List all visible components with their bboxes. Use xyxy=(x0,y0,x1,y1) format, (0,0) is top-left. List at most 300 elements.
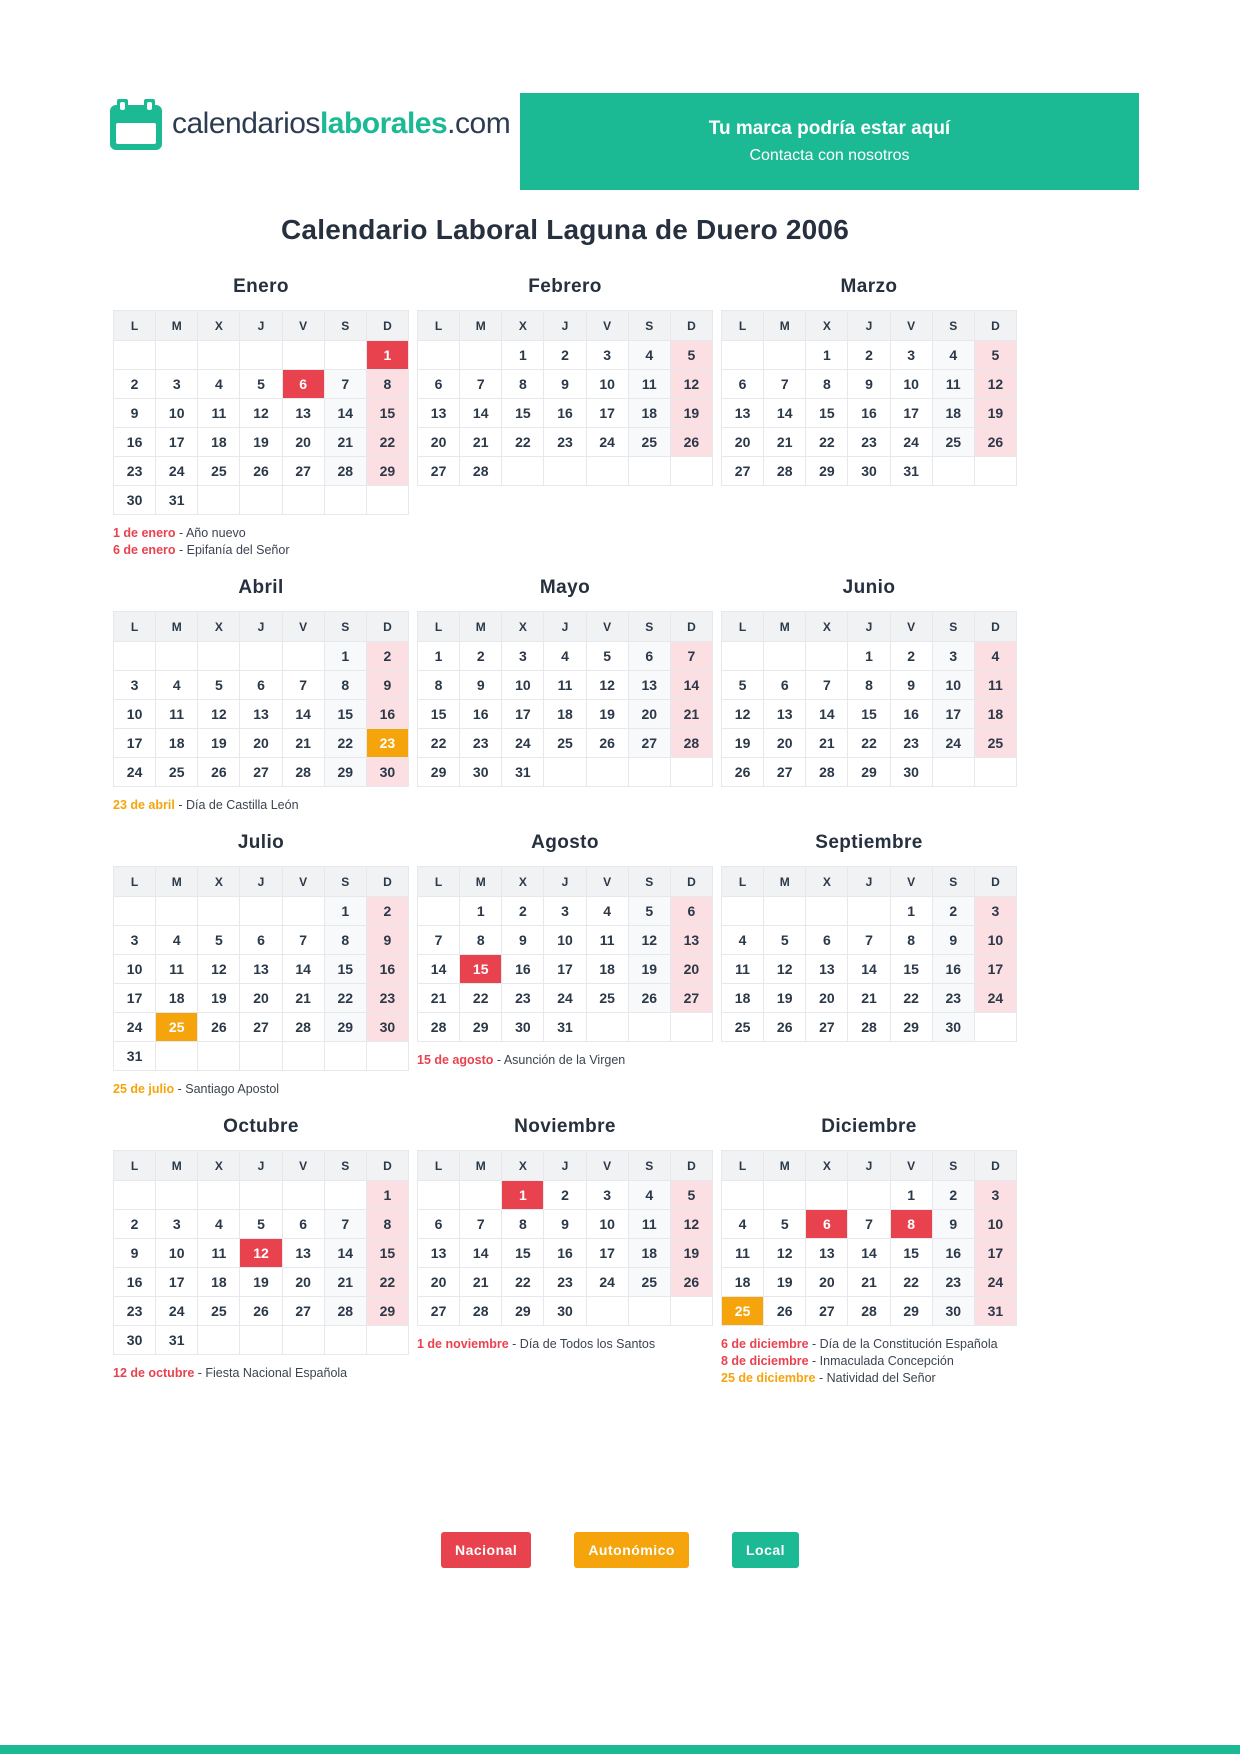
weekday-header: D xyxy=(670,311,712,341)
empty-cell xyxy=(366,1042,408,1071)
holiday-note-text: - Día de la Constitución Española xyxy=(808,1337,998,1351)
weekday-header: M xyxy=(156,1151,198,1181)
empty-cell xyxy=(418,341,460,370)
weekday-header: L xyxy=(722,612,764,642)
day-cell: 13 xyxy=(670,926,712,955)
weekday-header: X xyxy=(502,311,544,341)
empty-cell xyxy=(282,486,324,515)
weekday-header-row xyxy=(114,1151,409,1181)
weekday-header-row xyxy=(722,311,1017,341)
day-cell: 6 xyxy=(240,926,282,955)
month-title-agosto: Agosto xyxy=(531,832,599,853)
holiday-notes-agosto xyxy=(417,1052,713,1069)
day-cell: 17 xyxy=(156,428,198,457)
week-row xyxy=(722,1268,1017,1297)
holiday-note-text: - Inmaculada Concepción xyxy=(808,1354,954,1368)
empty-cell xyxy=(240,1042,282,1071)
calendar-table-marzo xyxy=(721,310,1017,486)
holiday-note xyxy=(113,1365,409,1382)
day-cell: 19 xyxy=(628,955,670,984)
weekday-header: V xyxy=(890,311,932,341)
day-cell: 30 xyxy=(460,758,502,787)
week-row xyxy=(114,457,409,486)
weekday-header: J xyxy=(544,1151,586,1181)
empty-cell xyxy=(366,486,408,515)
weekday-header-row xyxy=(114,867,409,897)
holiday-note-text: - Asunción de la Virgen xyxy=(493,1053,626,1067)
day-cell: 11 xyxy=(974,671,1016,700)
day-cell: 28 xyxy=(418,1013,460,1042)
site-logo[interactable] xyxy=(108,96,510,152)
week-row xyxy=(114,671,409,700)
day-cell: 13 xyxy=(240,955,282,984)
empty-cell xyxy=(240,642,282,671)
day-cell: 12 xyxy=(722,700,764,729)
week-row xyxy=(722,897,1017,926)
weekday-header: X xyxy=(502,867,544,897)
day-cell: 27 xyxy=(240,1013,282,1042)
empty-cell xyxy=(670,1013,712,1042)
day-cell: 10 xyxy=(974,926,1016,955)
week-row xyxy=(418,1239,713,1268)
day-cell: 14 xyxy=(418,955,460,984)
day-cell: 23 xyxy=(366,984,408,1013)
holiday-day-cell: 1 xyxy=(502,1181,544,1210)
day-cell: 5 xyxy=(764,926,806,955)
weekday-header: M xyxy=(764,867,806,897)
day-cell: 20 xyxy=(628,700,670,729)
day-cell: 30 xyxy=(890,758,932,787)
day-cell: 12 xyxy=(628,926,670,955)
day-cell: 30 xyxy=(932,1013,974,1042)
day-cell: 9 xyxy=(114,399,156,428)
day-cell: 5 xyxy=(198,926,240,955)
month-diciembre xyxy=(721,1116,1017,1387)
month-enero xyxy=(113,276,409,559)
week-row xyxy=(418,1297,713,1326)
empty-cell xyxy=(544,457,586,486)
day-cell: 7 xyxy=(764,370,806,399)
day-cell: 25 xyxy=(198,457,240,486)
empty-cell xyxy=(848,1181,890,1210)
calendar-table-enero xyxy=(113,310,409,515)
day-cell: 16 xyxy=(890,700,932,729)
legend-local-button[interactable]: Local xyxy=(732,1532,799,1568)
empty-cell xyxy=(764,341,806,370)
weekday-header: M xyxy=(460,867,502,897)
day-cell: 10 xyxy=(156,1239,198,1268)
weekday-header: D xyxy=(366,867,408,897)
day-cell: 10 xyxy=(156,399,198,428)
day-cell: 28 xyxy=(324,457,366,486)
weekday-header: V xyxy=(586,1151,628,1181)
weekday-header: D xyxy=(974,311,1016,341)
day-cell: 5 xyxy=(628,897,670,926)
weekday-header: V xyxy=(586,867,628,897)
day-cell: 29 xyxy=(806,457,848,486)
day-cell: 8 xyxy=(460,926,502,955)
day-cell: 15 xyxy=(366,1239,408,1268)
weekday-header: S xyxy=(932,867,974,897)
day-cell: 16 xyxy=(544,399,586,428)
empty-cell xyxy=(806,642,848,671)
day-cell: 6 xyxy=(628,642,670,671)
holiday-note-text: - Natividad del Señor xyxy=(815,1371,936,1385)
empty-cell xyxy=(240,897,282,926)
day-cell: 23 xyxy=(114,1297,156,1326)
week-row xyxy=(114,1268,409,1297)
month-noviembre xyxy=(417,1116,713,1353)
day-cell: 29 xyxy=(324,758,366,787)
holiday-note-date: 23 de abril xyxy=(113,798,175,812)
weekday-header: S xyxy=(324,311,366,341)
day-cell: 27 xyxy=(282,1297,324,1326)
day-cell: 24 xyxy=(156,1297,198,1326)
week-row xyxy=(418,370,713,399)
day-cell: 18 xyxy=(932,399,974,428)
day-cell: 20 xyxy=(282,1268,324,1297)
week-row xyxy=(114,758,409,787)
empty-cell xyxy=(628,758,670,787)
weekday-header-row xyxy=(722,867,1017,897)
weekday-header: V xyxy=(586,612,628,642)
month-junio xyxy=(721,577,1017,787)
weekday-header: X xyxy=(198,311,240,341)
empty-cell xyxy=(932,758,974,787)
day-cell: 6 xyxy=(806,926,848,955)
day-cell: 28 xyxy=(848,1013,890,1042)
weekday-header-row xyxy=(418,1151,713,1181)
weekday-header: V xyxy=(282,867,324,897)
weekday-header: M xyxy=(460,612,502,642)
day-cell: 31 xyxy=(502,758,544,787)
week-row xyxy=(722,926,1017,955)
day-cell: 14 xyxy=(460,1239,502,1268)
day-cell: 9 xyxy=(932,926,974,955)
day-cell: 6 xyxy=(240,671,282,700)
day-cell: 30 xyxy=(114,486,156,515)
day-cell: 3 xyxy=(974,1181,1016,1210)
day-cell: 19 xyxy=(586,700,628,729)
day-cell: 21 xyxy=(806,729,848,758)
day-cell: 23 xyxy=(114,457,156,486)
empty-cell xyxy=(198,341,240,370)
months-grid xyxy=(113,276,1017,1387)
empty-cell xyxy=(114,341,156,370)
week-row xyxy=(114,1042,409,1071)
weekday-header: L xyxy=(722,1151,764,1181)
week-row xyxy=(418,984,713,1013)
holiday-note-date: 6 de diciembre xyxy=(721,1337,809,1351)
day-cell: 13 xyxy=(240,700,282,729)
calendar-table-septiembre xyxy=(721,866,1017,1042)
day-cell: 8 xyxy=(366,1210,408,1239)
week-row xyxy=(114,486,409,515)
day-cell: 15 xyxy=(418,700,460,729)
day-cell: 15 xyxy=(890,955,932,984)
weekday-header: D xyxy=(366,1151,408,1181)
day-cell: 11 xyxy=(198,1239,240,1268)
day-cell: 4 xyxy=(198,370,240,399)
day-cell: 6 xyxy=(282,1210,324,1239)
day-cell: 2 xyxy=(932,897,974,926)
weekday-header: J xyxy=(544,311,586,341)
calendar-table-febrero xyxy=(417,310,713,486)
weekday-header: M xyxy=(460,1151,502,1181)
day-cell: 1 xyxy=(324,897,366,926)
week-row xyxy=(418,955,713,984)
weekday-header: M xyxy=(764,612,806,642)
weekday-header-row xyxy=(114,612,409,642)
page-title: Calendario Laboral Laguna de Duero 2006 xyxy=(281,214,849,245)
day-cell: 8 xyxy=(890,926,932,955)
weekday-header: X xyxy=(502,612,544,642)
calendar-icon xyxy=(108,96,172,152)
day-cell: 20 xyxy=(240,984,282,1013)
day-cell: 10 xyxy=(586,370,628,399)
day-cell: 25 xyxy=(974,729,1016,758)
day-cell: 17 xyxy=(932,700,974,729)
day-cell: 2 xyxy=(502,897,544,926)
month-title-junio: Junio xyxy=(842,577,896,598)
day-cell: 20 xyxy=(282,428,324,457)
day-cell: 13 xyxy=(282,399,324,428)
ad-banner[interactable] xyxy=(520,93,1139,190)
weekday-header: X xyxy=(806,1151,848,1181)
day-cell: 29 xyxy=(366,1297,408,1326)
weekday-header: J xyxy=(848,867,890,897)
day-cell: 14 xyxy=(282,700,324,729)
weekday-header: V xyxy=(282,612,324,642)
day-cell: 20 xyxy=(418,1268,460,1297)
day-cell: 26 xyxy=(670,428,712,457)
empty-cell xyxy=(974,457,1016,486)
empty-cell xyxy=(198,1326,240,1355)
empty-cell xyxy=(240,1326,282,1355)
day-cell: 17 xyxy=(586,399,628,428)
day-cell: 17 xyxy=(586,1239,628,1268)
day-cell: 29 xyxy=(890,1013,932,1042)
day-cell: 1 xyxy=(324,642,366,671)
day-cell: 18 xyxy=(198,1268,240,1297)
holiday-note-text: - Fiesta Nacional Española xyxy=(194,1366,348,1380)
day-cell: 9 xyxy=(366,671,408,700)
day-cell: 31 xyxy=(890,457,932,486)
day-cell: 29 xyxy=(418,758,460,787)
day-cell: 4 xyxy=(586,897,628,926)
day-cell: 22 xyxy=(324,984,366,1013)
weekday-header: J xyxy=(544,612,586,642)
day-cell: 22 xyxy=(890,984,932,1013)
day-cell: 15 xyxy=(848,700,890,729)
empty-cell xyxy=(324,1326,366,1355)
day-cell: 1 xyxy=(806,341,848,370)
site-logo-text xyxy=(172,107,510,141)
week-row xyxy=(722,1239,1017,1268)
day-cell: 7 xyxy=(324,1210,366,1239)
weekday-header: J xyxy=(240,311,282,341)
day-cell: 10 xyxy=(544,926,586,955)
day-cell: 14 xyxy=(324,399,366,428)
week-row xyxy=(418,700,713,729)
weekday-header: D xyxy=(670,612,712,642)
holiday-note xyxy=(417,1052,713,1069)
week-row xyxy=(418,1013,713,1042)
day-cell: 28 xyxy=(324,1297,366,1326)
week-row xyxy=(418,897,713,926)
day-cell: 7 xyxy=(282,926,324,955)
empty-cell xyxy=(282,1042,324,1071)
day-cell: 28 xyxy=(282,1013,324,1042)
day-cell: 4 xyxy=(974,642,1016,671)
day-cell: 11 xyxy=(198,399,240,428)
empty-cell xyxy=(418,1181,460,1210)
week-row xyxy=(114,897,409,926)
empty-cell xyxy=(764,642,806,671)
week-row xyxy=(722,399,1017,428)
day-cell: 17 xyxy=(114,729,156,758)
holiday-note xyxy=(113,797,409,814)
day-cell: 7 xyxy=(848,1210,890,1239)
week-row xyxy=(114,341,409,370)
empty-cell xyxy=(324,486,366,515)
day-cell: 17 xyxy=(544,955,586,984)
logo-word-calendarios: calendarios xyxy=(172,107,320,140)
weekday-header: S xyxy=(932,311,974,341)
day-cell: 8 xyxy=(848,671,890,700)
calendar-table-abril xyxy=(113,611,409,787)
day-cell: 6 xyxy=(670,897,712,926)
weekday-header: X xyxy=(198,612,240,642)
week-row xyxy=(114,700,409,729)
day-cell: 21 xyxy=(282,729,324,758)
month-title-marzo: Marzo xyxy=(840,276,898,297)
holiday-note xyxy=(721,1353,1017,1370)
empty-cell xyxy=(586,758,628,787)
legend-autonomico-button[interactable]: Autonómico xyxy=(574,1532,689,1568)
day-cell: 31 xyxy=(156,486,198,515)
day-cell: 6 xyxy=(418,370,460,399)
day-cell: 31 xyxy=(974,1297,1016,1326)
legend-nacional-button[interactable]: Nacional xyxy=(441,1532,531,1568)
week-row xyxy=(114,729,409,758)
day-cell: 23 xyxy=(544,1268,586,1297)
day-cell: 22 xyxy=(502,428,544,457)
week-row xyxy=(722,758,1017,787)
weekday-header: M xyxy=(764,311,806,341)
day-cell: 26 xyxy=(198,1013,240,1042)
empty-cell xyxy=(156,1181,198,1210)
day-cell: 14 xyxy=(282,955,324,984)
holiday-note-date: 12 de octubre xyxy=(113,1366,195,1380)
empty-cell xyxy=(460,341,502,370)
day-cell: 18 xyxy=(198,428,240,457)
day-cell: 15 xyxy=(324,700,366,729)
holiday-note-text: - Día de Castilla León xyxy=(174,798,299,812)
day-cell: 9 xyxy=(366,926,408,955)
weekday-header: L xyxy=(114,311,156,341)
week-row xyxy=(722,370,1017,399)
weekday-header: X xyxy=(806,867,848,897)
week-row xyxy=(114,1239,409,1268)
day-cell: 1 xyxy=(502,341,544,370)
day-cell: 21 xyxy=(670,700,712,729)
day-cell: 9 xyxy=(890,671,932,700)
holiday-day-cell: 1 xyxy=(366,341,408,370)
day-cell: 3 xyxy=(586,341,628,370)
day-cell: 18 xyxy=(722,984,764,1013)
day-cell: 7 xyxy=(848,926,890,955)
day-cell: 27 xyxy=(282,457,324,486)
day-cell: 8 xyxy=(806,370,848,399)
weekday-header: V xyxy=(890,612,932,642)
day-cell: 10 xyxy=(932,671,974,700)
weekday-header: D xyxy=(974,867,1016,897)
week-row xyxy=(418,399,713,428)
day-cell: 4 xyxy=(722,926,764,955)
day-cell: 1 xyxy=(890,897,932,926)
day-cell: 25 xyxy=(198,1297,240,1326)
day-cell: 5 xyxy=(586,642,628,671)
empty-cell xyxy=(764,1181,806,1210)
day-cell: 28 xyxy=(806,758,848,787)
holiday-note xyxy=(721,1370,1017,1387)
holiday-note-date: 15 de agosto xyxy=(417,1053,494,1067)
holiday-notes-diciembre xyxy=(721,1336,1017,1387)
day-cell: 29 xyxy=(366,457,408,486)
day-cell: 7 xyxy=(282,671,324,700)
empty-cell xyxy=(670,457,712,486)
day-cell: 10 xyxy=(114,955,156,984)
day-cell: 22 xyxy=(502,1268,544,1297)
week-row xyxy=(722,1013,1017,1042)
day-cell: 28 xyxy=(670,729,712,758)
day-cell: 12 xyxy=(198,955,240,984)
holiday-day-cell: 25 xyxy=(156,1013,198,1042)
weekday-header: M xyxy=(156,867,198,897)
month-title-abril: Abril xyxy=(238,577,284,598)
empty-cell xyxy=(932,457,974,486)
month-febrero xyxy=(417,276,713,486)
weekday-header-row xyxy=(418,612,713,642)
empty-cell xyxy=(198,642,240,671)
weekday-header: M xyxy=(156,612,198,642)
day-cell: 5 xyxy=(198,671,240,700)
holiday-note-date: 25 de julio xyxy=(113,1082,175,1096)
day-cell: 28 xyxy=(764,457,806,486)
day-cell: 22 xyxy=(418,729,460,758)
weekday-header: M xyxy=(764,1151,806,1181)
day-cell: 2 xyxy=(932,1181,974,1210)
day-cell: 18 xyxy=(544,700,586,729)
day-cell: 24 xyxy=(586,1268,628,1297)
weekday-header: M xyxy=(156,311,198,341)
week-row xyxy=(114,926,409,955)
day-cell: 1 xyxy=(460,897,502,926)
day-cell: 17 xyxy=(890,399,932,428)
empty-cell xyxy=(366,1326,408,1355)
legend-buttons xyxy=(0,1532,1240,1568)
ad-banner-contact-link[interactable]: Contacta con nosotros xyxy=(749,147,910,164)
weekday-header: D xyxy=(366,311,408,341)
weekday-header: S xyxy=(628,1151,670,1181)
day-cell: 26 xyxy=(240,457,282,486)
empty-cell xyxy=(670,1297,712,1326)
day-cell: 14 xyxy=(848,955,890,984)
holiday-note-date: 25 de diciembre xyxy=(721,1371,816,1385)
weekday-header: L xyxy=(722,867,764,897)
day-cell: 16 xyxy=(502,955,544,984)
